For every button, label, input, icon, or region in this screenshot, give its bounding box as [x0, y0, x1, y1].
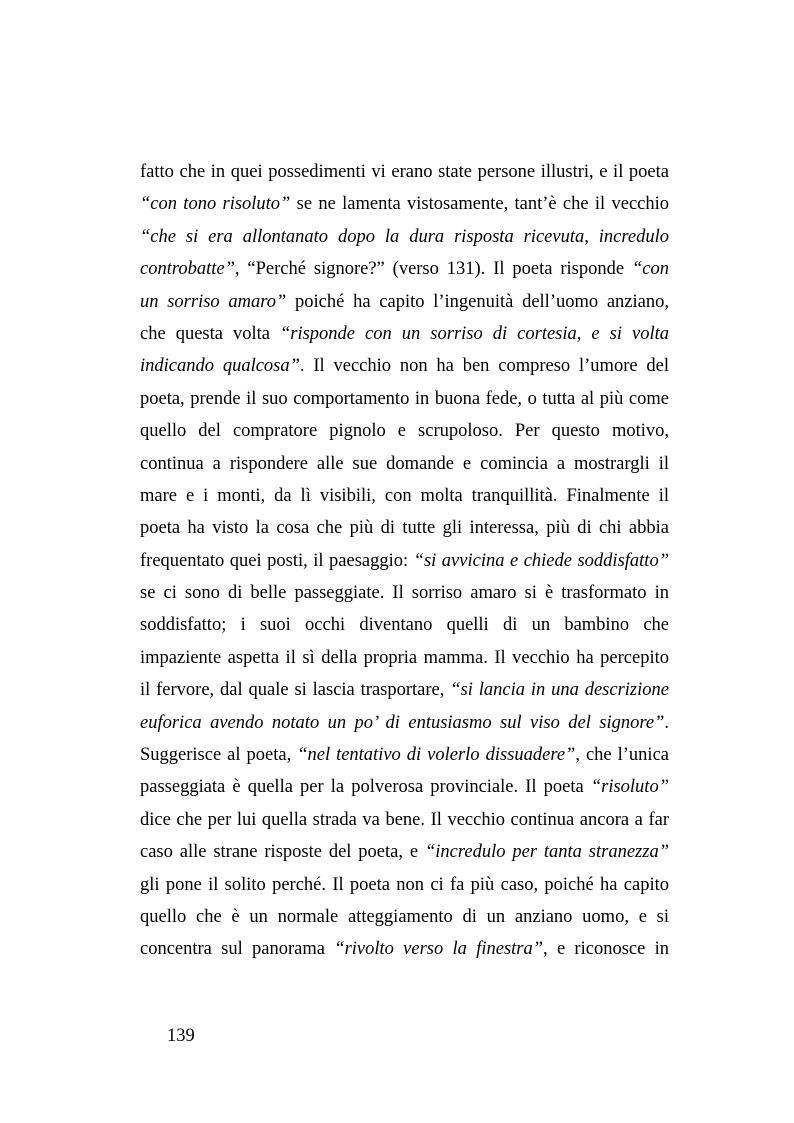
text-segment: mare e i monti, da lì visibili, con molta tranquillità. Finalmente il [140, 485, 669, 506]
quoted-italic-text: indicando qualcosa” [140, 356, 300, 377]
text-line [140, 383, 669, 415]
text-segment: frequentato quei posti, il paesaggio: [140, 550, 414, 571]
text-segment: , che l’unica [575, 745, 669, 766]
text-segment: poeta, prende il suo comportamento in buona fede, o tutta al più come [140, 388, 669, 409]
text-segment: il fervore, dal quale si lascia trasportare, [140, 680, 451, 701]
text-segment: poeta ha visto la cosa che più di tutte gli interessa, più di chi abbia [140, 518, 669, 539]
text-line [140, 804, 669, 836]
text-line [140, 674, 669, 706]
quoted-italic-text: “si avvicina e chiede soddisfatto” [413, 550, 669, 571]
text-line [140, 577, 669, 609]
text-segment: che questa volta [140, 323, 280, 344]
text-segment: poiché ha capito l’ingenuità dell’uomo anziano, [286, 291, 669, 312]
quoted-italic-text: “incredulo per tanta stranezza” [424, 842, 669, 863]
quoted-italic-text: controbatte” [140, 259, 235, 280]
text-line [140, 512, 669, 544]
text-line [140, 448, 669, 480]
text-segment: quello che è un normale atteggiamento di un anziano uomo, e si [140, 906, 669, 927]
quoted-italic-text: un sorriso amaro” [140, 291, 287, 312]
text-line [140, 545, 669, 577]
quoted-italic-text: euforica avendo notato un po’ di entusiasmo sul viso del signore” [140, 712, 665, 733]
text-segment: , e riconosce in [543, 939, 669, 960]
text-segment: concentra sul panorama [140, 939, 335, 960]
text-line [140, 415, 669, 447]
text-segment: , “Perché signore?” (verso 131). Il poeta risponde [234, 259, 632, 280]
text-line [140, 933, 669, 965]
text-line [140, 836, 669, 868]
text-segment: se ne lamenta vistosamente, tant’è che il vecchio [290, 194, 670, 215]
text-segment: . Il vecchio non ha ben compreso l’umore del [299, 356, 669, 377]
text-line [140, 642, 669, 674]
quoted-italic-text: “risoluto” [590, 777, 669, 798]
body-text [140, 156, 669, 966]
page-number: 139 [167, 1026, 195, 1046]
text-segment: continua a rispondere alle sue domande e comincia a mostrargli il [140, 453, 669, 474]
text-line [140, 869, 669, 901]
text-segment: impaziente aspetta il sì della propria mamma. Il vecchio ha percepito [140, 647, 669, 668]
text-segment: . [664, 712, 669, 733]
text-segment: Suggerisce al poeta, [140, 745, 298, 766]
text-line [140, 901, 669, 933]
text-line [140, 609, 669, 641]
text-segment: fatto che in quei possedimenti vi erano state persone illustri, e il poeta [140, 162, 669, 182]
quoted-italic-text: “con tono risoluto” [140, 194, 291, 215]
text-line [140, 771, 669, 803]
text-line [140, 156, 669, 188]
text-line [140, 350, 669, 382]
quoted-italic-text: “nel tentativo di volerlo dissuadere” [297, 745, 576, 766]
text-segment: caso alle strane risposte del poeta, e [140, 842, 425, 863]
quoted-italic-text: “si lancia in una descrizione [450, 680, 669, 701]
text-line [140, 188, 669, 220]
text-line [140, 221, 669, 253]
text-line [140, 480, 669, 512]
text-segment: quello del compratore pignolo e scrupoloso. Per questo motivo, [140, 421, 669, 442]
text-segment: gli pone il solito perché. Il poeta non ci fa più caso, poiché ha capito [140, 874, 669, 895]
text-segment: se ci sono di belle passeggiate. Il sorriso amaro si è trasformato in [140, 583, 669, 604]
text-line [140, 707, 669, 739]
quoted-italic-text: “risponde con un sorriso di cortesia, e si volta [279, 323, 669, 344]
text-segment: soddisfatto; i suoi occhi diventano quelli di un bambino che [140, 615, 669, 636]
text-segment: passeggiata è quella per la polverosa provinciale. Il poeta [140, 777, 591, 798]
text-line [140, 739, 669, 771]
text-segment: dice che per lui quella strada va bene. Il vecchio continua ancora a far [140, 809, 669, 830]
quoted-italic-text: “che si era allontanato dopo la dura risposta ricevuta, incredulo [140, 226, 669, 247]
quoted-italic-text: “rivolto verso la finestra” [334, 939, 544, 960]
text-line [140, 318, 669, 350]
text-line [140, 286, 669, 318]
text-line [140, 253, 669, 285]
quoted-italic-text: “con [632, 259, 669, 280]
